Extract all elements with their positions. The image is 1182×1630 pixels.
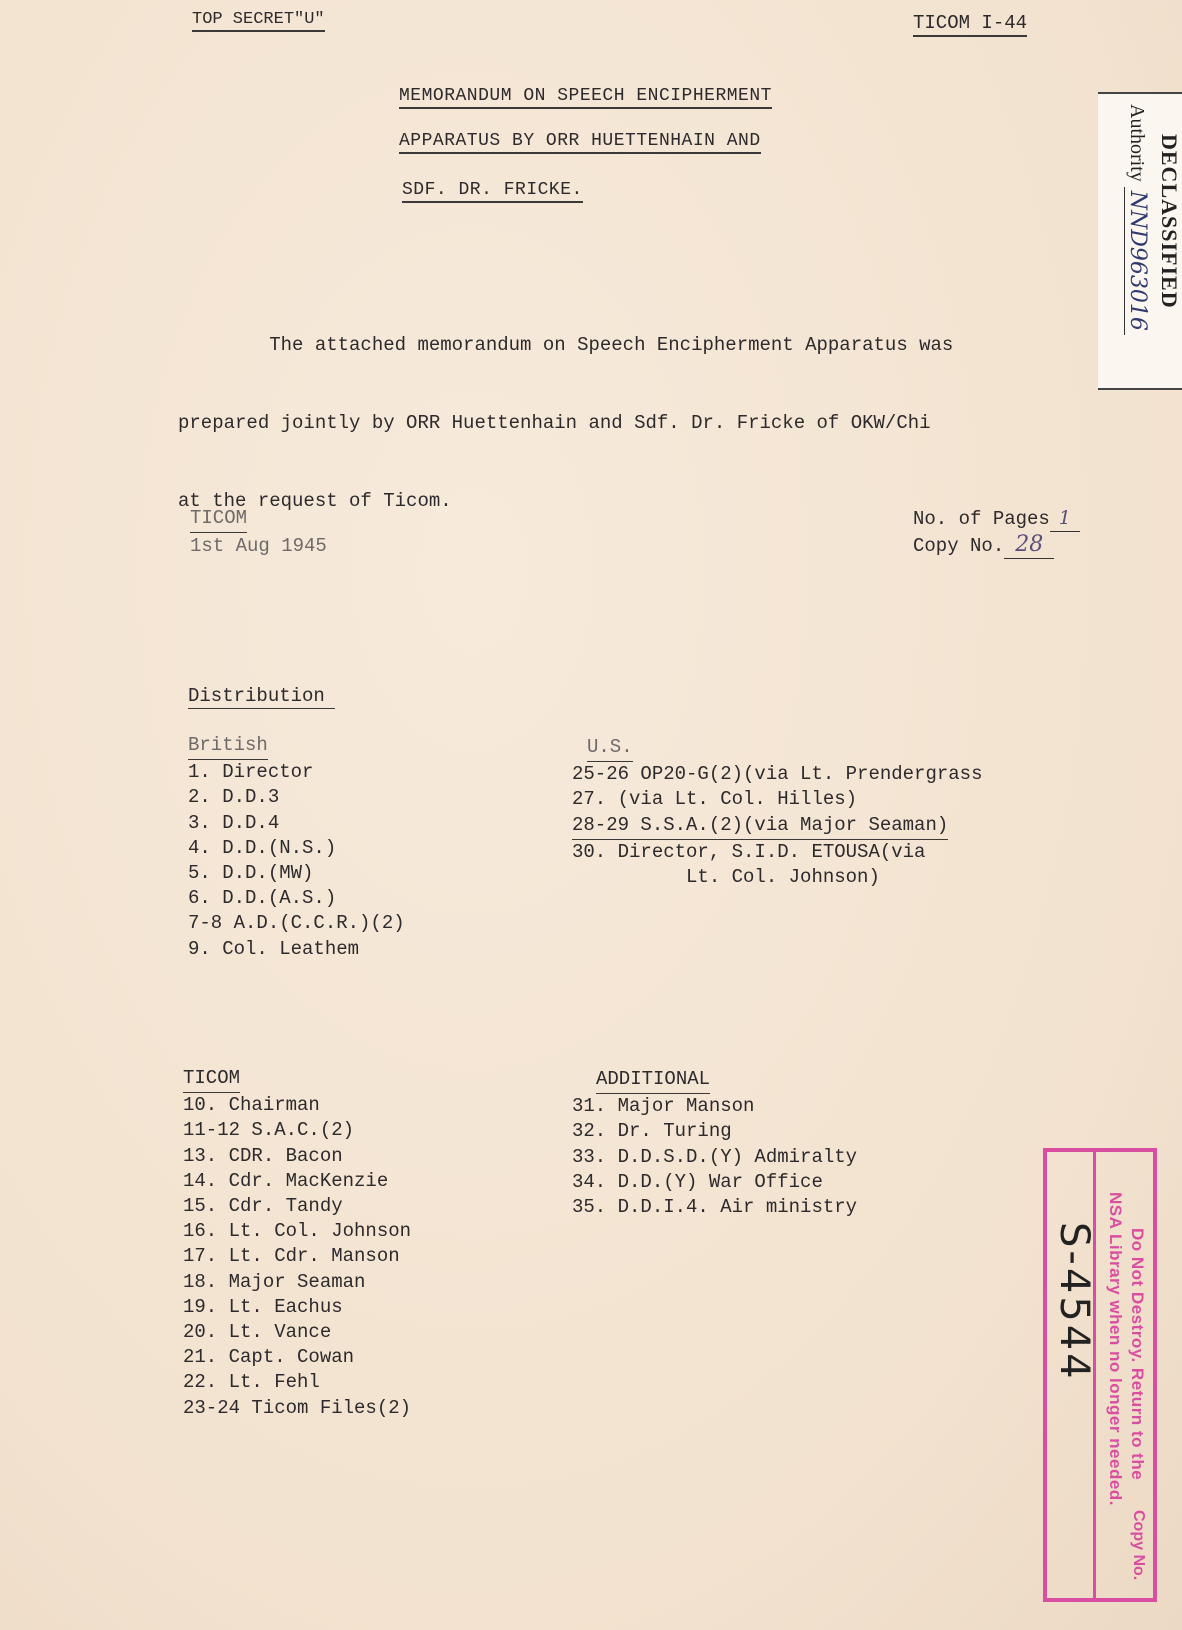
list-item: 13. CDR. Bacon	[183, 1144, 343, 1167]
title-line-2: APPARATUS BY ORR HUETTENHAIN AND	[399, 131, 761, 154]
intro-line-2: prepared jointly by ORR Huettenhain and Sdf. Dr. Fricke of OKW/Chi	[178, 412, 931, 434]
list-item: 23-24 Ticom Files(2)	[183, 1396, 412, 1419]
british-heading: British	[188, 733, 268, 760]
list-item: 31. Major Manson	[572, 1095, 755, 1118]
list-item: 16. Lt. Col. Johnson	[183, 1220, 412, 1243]
library-stamp-line-2: NSA Library when no longer needed.	[1106, 1192, 1125, 1506]
list-item: 9. Col. Leathem	[188, 937, 360, 960]
list-item: 35. D.D.I.4. Air ministry	[572, 1196, 858, 1219]
list-item: 18. Major Seaman	[183, 1270, 366, 1293]
list-item: 11-12 S.A.C.(2)	[183, 1119, 355, 1142]
list-item: 19. Lt. Eachus	[183, 1295, 343, 1318]
list-item: 21. Capt. Cowan	[183, 1346, 355, 1369]
ticom-list	[183, 1066, 411, 1421]
authority-value: NND963016	[1124, 187, 1150, 335]
list-item: 20. Lt. Vance	[183, 1321, 332, 1344]
distribution-heading: Distribution	[188, 685, 335, 709]
additional-heading: ADDITIONAL	[596, 1067, 710, 1094]
pages-value: 1	[1050, 505, 1080, 532]
library-stamp-copy-label: Copy No.	[1130, 1510, 1147, 1581]
list-item: 5. D.D.(MW)	[188, 862, 314, 885]
copy-value: 28	[1004, 532, 1054, 559]
origin-block	[190, 505, 327, 559]
list-item: 27. (via Lt. Col. Hilles)	[572, 788, 858, 811]
list-item: 34. D.D.(Y) War Office	[572, 1170, 823, 1193]
list-item: 14. Cdr. MacKenzie	[183, 1169, 389, 1192]
copy-info	[913, 505, 1080, 559]
library-number: S-4544	[1051, 1222, 1097, 1382]
origin-org: TICOM	[190, 505, 247, 533]
copy-label: Copy No.	[913, 535, 1005, 557]
us-heading: U.S.	[587, 735, 633, 762]
title-line-3: SDF. DR. FRICKE.	[402, 180, 583, 203]
list-item: 17. Lt. Cdr. Manson	[183, 1245, 400, 1268]
british-list	[188, 733, 405, 962]
library-stamp	[1043, 1148, 1157, 1602]
library-stamp-line-1: Do Not Destroy. Return to the	[1128, 1228, 1147, 1481]
declassified-label: DECLASSIFIED	[1157, 134, 1182, 309]
intro-line-3: at the request of Ticom.	[178, 490, 452, 512]
list-item: 32. Dr. Turing	[572, 1120, 732, 1143]
ticom-heading: TICOM	[183, 1066, 240, 1093]
us-list	[572, 735, 982, 890]
document-id: TICOM I-44	[913, 12, 1027, 37]
authority-label: Authority	[1126, 104, 1148, 182]
list-item: 15. Cdr. Tandy	[183, 1195, 343, 1218]
list-item: 6. D.D.(A.S.)	[188, 887, 337, 910]
pages-label: No. of Pages	[913, 508, 1050, 530]
list-item: 2. D.D.3	[188, 786, 280, 809]
additional-list	[572, 1067, 857, 1220]
list-item: 7-8 A.D.(C.C.R.)(2)	[188, 912, 405, 935]
list-item: 22. Lt. Fehl	[183, 1371, 320, 1394]
origin-date: 1st Aug 1945	[190, 535, 327, 557]
declassified-stamp	[1098, 92, 1182, 390]
list-item: 33. D.D.S.D.(Y) Admiralty	[572, 1145, 858, 1168]
intro-line-1: The attached memorandum on Speech Encipherment Apparatus was	[178, 334, 954, 356]
list-item: 3. D.D.4	[188, 811, 280, 834]
list-item: Lt. Col. Johnson)	[572, 866, 880, 889]
title-line-1: MEMORANDUM ON SPEECH ENCIPHERMENT	[399, 86, 772, 109]
list-item: 1. Director	[188, 761, 314, 784]
list-item: 30. Director, S.I.D. ETOUSA(via	[572, 840, 926, 863]
list-item: 25-26 OP20-G(2)(via Lt. Prendergrass	[572, 763, 983, 786]
classification-marking: TOP SECRET"U"	[192, 10, 325, 32]
list-item: 10. Chairman	[183, 1094, 320, 1117]
list-item: 28-29 S.S.A.(2)(via Major Seaman)	[572, 813, 948, 840]
list-item: 4. D.D.(N.S.)	[188, 836, 337, 859]
